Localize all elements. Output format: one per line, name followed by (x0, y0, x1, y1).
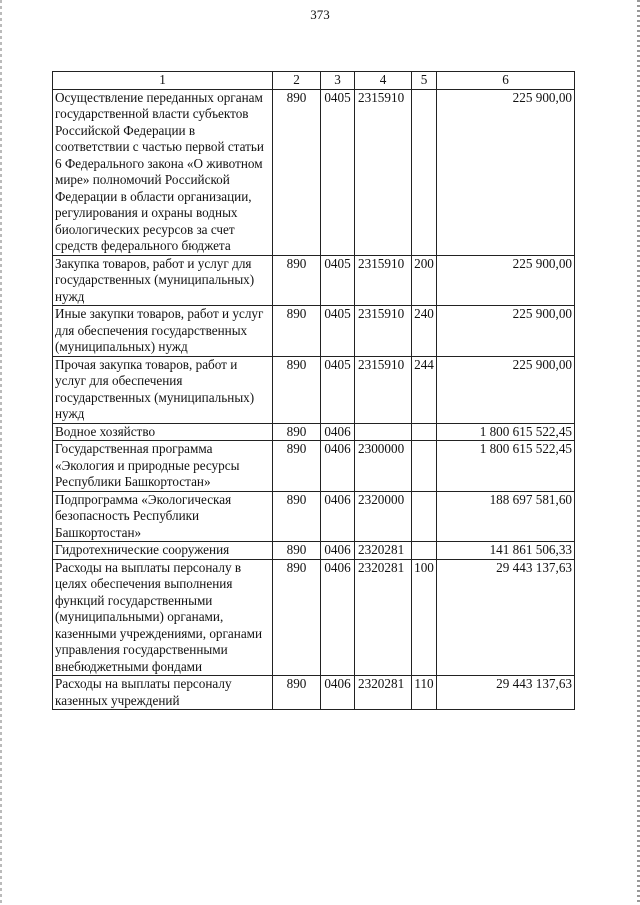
table-row (53, 423, 575, 441)
table-row (53, 306, 575, 357)
header-cell: 6 (437, 72, 575, 90)
row-col3: 0406 (321, 542, 355, 560)
row-col2: 890 (273, 89, 321, 255)
row-col4: 2320000 (355, 491, 412, 542)
table-row (53, 441, 575, 492)
row-col4: 2315910 (355, 255, 412, 306)
row-col4 (355, 423, 412, 441)
header-cell: 1 (53, 72, 273, 90)
row-col5: 200 (412, 255, 437, 306)
row-col3: 0405 (321, 255, 355, 306)
row-name: Гидротехнические сооружения (53, 542, 273, 560)
row-name: Закупка товаров, работ и услуг для государственных (муниципальных) нужд (53, 255, 273, 306)
row-amount: 1 800 615 522,45 (437, 441, 575, 492)
row-amount: 225 900,00 (437, 356, 575, 423)
row-col5 (412, 542, 437, 560)
row-amount: 225 900,00 (437, 306, 575, 357)
row-col4: 2320281 (355, 676, 412, 710)
row-col2: 890 (273, 306, 321, 357)
row-col5: 244 (412, 356, 437, 423)
row-col2: 890 (273, 423, 321, 441)
table-row (53, 255, 575, 306)
header-cell: 5 (412, 72, 437, 90)
row-amount: 225 900,00 (437, 89, 575, 255)
row-col4: 2320281 (355, 542, 412, 560)
header-cell: 4 (355, 72, 412, 90)
row-col3: 0406 (321, 441, 355, 492)
row-name: Расходы на выплаты персоналу казенных учреждений (53, 676, 273, 710)
header-cell: 2 (273, 72, 321, 90)
row-col4: 2320281 (355, 559, 412, 676)
row-col2: 890 (273, 559, 321, 676)
table-row (53, 676, 575, 710)
row-col4: 2315910 (355, 89, 412, 255)
table-row (53, 559, 575, 676)
row-col5 (412, 491, 437, 542)
row-name: Осуществление переданных органам государственной власти субъектов Российской Федерации в соответствии с частью первой статьи 6 Федерального закона «О животном мире» полномочий Российской Федерации в области организации, регулирования и охраны водных биологических ресурсов за счет средств федерального бюджета (53, 89, 273, 255)
row-name: Государственная программа «Экология и природные ресурсы Республики Башкортостан» (53, 441, 273, 492)
table-row (53, 542, 575, 560)
row-col2: 890 (273, 676, 321, 710)
row-col2: 890 (273, 491, 321, 542)
page-number: 373 (310, 7, 330, 22)
row-amount: 1 800 615 522,45 (437, 423, 575, 441)
row-col3: 0405 (321, 89, 355, 255)
row-col2: 890 (273, 542, 321, 560)
row-col5: 110 (412, 676, 437, 710)
row-col3: 0406 (321, 423, 355, 441)
row-col5 (412, 441, 437, 492)
scan-edge-left (0, 0, 2, 905)
row-col2: 890 (273, 356, 321, 423)
row-amount: 188 697 581,60 (437, 491, 575, 542)
row-name: Расходы на выплаты персоналу в целях обеспечения выполнения функций государственными (муниципальными) органами, казенными учреждениями, органами управления государственными внебюджетными фондами (53, 559, 273, 676)
budget-table (52, 71, 575, 710)
row-amount: 29 443 137,63 (437, 559, 575, 676)
row-col5 (412, 423, 437, 441)
row-col3: 0406 (321, 491, 355, 542)
row-col3: 0405 (321, 356, 355, 423)
row-name: Подпрограмма «Экологическая безопасность Республики Башкортостан» (53, 491, 273, 542)
table-row (53, 356, 575, 423)
row-col3: 0406 (321, 676, 355, 710)
row-col4: 2315910 (355, 306, 412, 357)
row-col3: 0406 (321, 559, 355, 676)
row-name: Иные закупки товаров, работ и услуг для обеспечения государственных (муниципальных) нужд (53, 306, 273, 357)
row-col4: 2300000 (355, 441, 412, 492)
header-row (53, 72, 575, 90)
row-col5 (412, 89, 437, 255)
header-cell: 3 (321, 72, 355, 90)
row-name: Прочая закупка товаров, работ и услуг для обеспечения государственных (муниципальных) нужд (53, 356, 273, 423)
row-col5: 100 (412, 559, 437, 676)
row-col4: 2315910 (355, 356, 412, 423)
table-row (53, 491, 575, 542)
row-col2: 890 (273, 255, 321, 306)
table-row (53, 89, 575, 255)
row-amount: 29 443 137,63 (437, 676, 575, 710)
row-amount: 141 861 506,33 (437, 542, 575, 560)
row-col3: 0405 (321, 306, 355, 357)
row-name: Водное хозяйство (53, 423, 273, 441)
row-col5: 240 (412, 306, 437, 357)
row-col2: 890 (273, 441, 321, 492)
row-amount: 225 900,00 (437, 255, 575, 306)
